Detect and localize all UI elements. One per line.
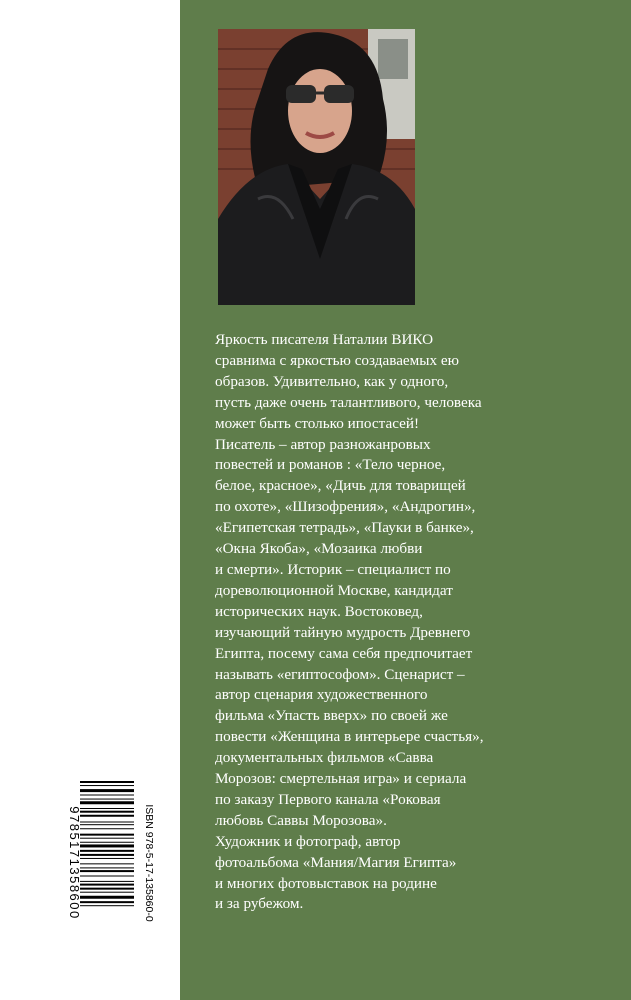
bio-line: и за рубежом. [215,895,304,913]
barcode-bar [80,844,134,847]
barcode-bar [80,884,134,886]
bio-line: повестей и романов : «Тело черное, [215,456,446,474]
barcode-bar [80,789,134,792]
barcode-bar [80,867,134,868]
author-photo [218,29,415,305]
barcode-bar [80,828,134,829]
barcode-bar [80,850,134,852]
bio-line: образов. Удивительно, как у одного, [215,372,449,390]
barcode-bar [80,870,134,872]
bio-line: пусть даже очень талантливого, человека [215,393,482,411]
bio-line: автор сценария художественного [215,686,428,704]
bio-line: по заказу Первого канала «Роковая [215,790,441,808]
barcode-bar [80,858,134,859]
barcode-digits: 9785171358600 [67,806,82,920]
bio-line: дореволюционной Москве, кандидат [215,581,453,599]
bio-line: Яркость писателя Наталии ВИКО [215,331,434,348]
bio-line: «Окна Якоба», «Мозаика любви [215,540,423,558]
barcode-bar [80,795,134,796]
bio-line: документальных фильмов «Савва [215,749,434,767]
barcode-bar [80,905,134,906]
barcode-bar [80,838,134,839]
bio-line: Художник и фотограф, автор [215,832,401,850]
barcode-bar [80,801,134,804]
bio-line: Египта, посему сама себя предпочитает [215,644,473,662]
bio-line: Морозов: смертельная игра» и сериала [215,770,467,788]
barcode-bar [80,881,134,882]
barcode-bar [80,811,134,813]
bio-line: может быть столько ипостасей! [215,414,420,432]
barcode-bar [80,822,134,823]
barcode-bar [80,842,134,843]
barcode-bar [80,876,134,877]
barcode-bar [80,815,134,817]
barcode-bar [80,888,134,890]
barcode-bar [80,854,134,856]
isbn-barcode [62,775,174,951]
barcode-bar [80,824,134,825]
barcode-bar [80,834,134,836]
bio-line: фильма «Упасть вверх» по своей же [215,707,448,725]
author-bio-text [215,330,555,915]
bio-line: изучающий тайную мудрость Древнего [215,623,471,641]
barcode-bar [80,799,134,800]
barcode-bar [80,892,134,893]
isbn-text: ISBN 978-5-17-135860-0 [143,804,155,922]
bio-line: любовь Саввы Морозова». [215,811,387,829]
barcode-bar [80,863,134,864]
bio-line: Писатель – автор разножанровых [215,435,431,453]
bio-line: белое, красное», «Дичь для товарищей [215,477,466,495]
barcode-bar [80,901,134,903]
bio-line: по охоте», «Шизофрения», «Андрогин», [215,498,476,516]
bio-line: и многих фотовыставок на родине [215,874,437,892]
bio-line: «Египетская тетрадь», «Пауки в банке», [215,519,474,537]
bio-line: повести «Женщина в интерьере счастья», [215,728,484,746]
bio-line: фотоальбома «Мания/Магия Египта» [215,853,457,871]
barcode-bar [80,785,134,786]
barcode-bar [80,896,134,899]
bio-line: сравнима с яркостью создаваемых ею [215,351,459,369]
bio-line: и смерти». Историк – специалист по [215,560,451,578]
bio-line: исторических наук. Востоковед, [215,602,423,620]
barcode-bar [80,781,134,783]
barcode-bar [80,808,134,809]
bio-line: называть «египтософом». Сценарист – [215,665,465,683]
